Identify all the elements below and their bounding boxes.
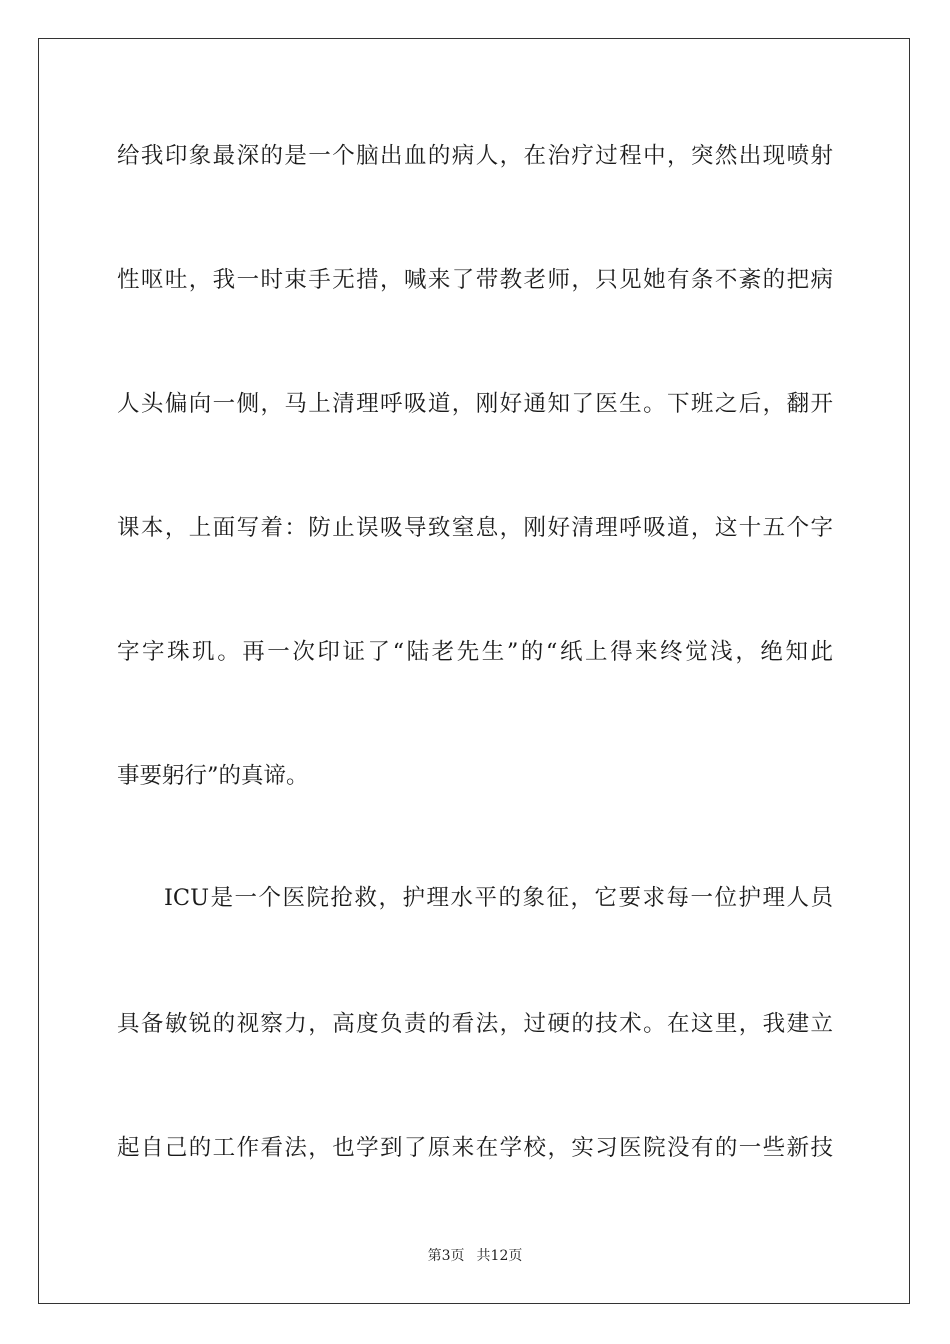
text-line: 具备敏锐的视察力，高度负责的看法，过硬的技术。在这里，我建立 bbox=[117, 1011, 833, 1037]
page-footer bbox=[0, 1247, 950, 1265]
text-line: 事要躬行”的真谛。 bbox=[117, 763, 309, 789]
page-number: 第3页 bbox=[427, 1248, 465, 1264]
text-line: 课本，上面写着：防止误吸导致窒息，刚好清理呼吸道，这十五个字 bbox=[117, 515, 833, 541]
text-line: 性呕吐，我一时束手无措，喊来了带教老师，只见她有条不紊的把病 bbox=[117, 267, 833, 293]
page-border bbox=[38, 38, 910, 1304]
text-line: 字字珠玑。再一次印证了“陆老先生”的“纸上得来终觉浅，绝知此 bbox=[117, 639, 833, 665]
text-line: 起自己的工作看法，也学到了原来在学校，实习医院没有的一些新技 bbox=[117, 1135, 833, 1161]
text-line: 给我印象最深的是一个脑出血的病人，在治疗过程中，突然出现喷射 bbox=[117, 143, 833, 169]
text-line: 人头偏向一侧，马上清理呼吸道，刚好通知了医生。下班之后，翻开 bbox=[117, 391, 833, 417]
page-total: 共12页 bbox=[476, 1248, 523, 1264]
paragraph-first-line: ICU是一个医院抢救，护理水平的象征，它要求每一位护理人员 bbox=[164, 885, 833, 911]
